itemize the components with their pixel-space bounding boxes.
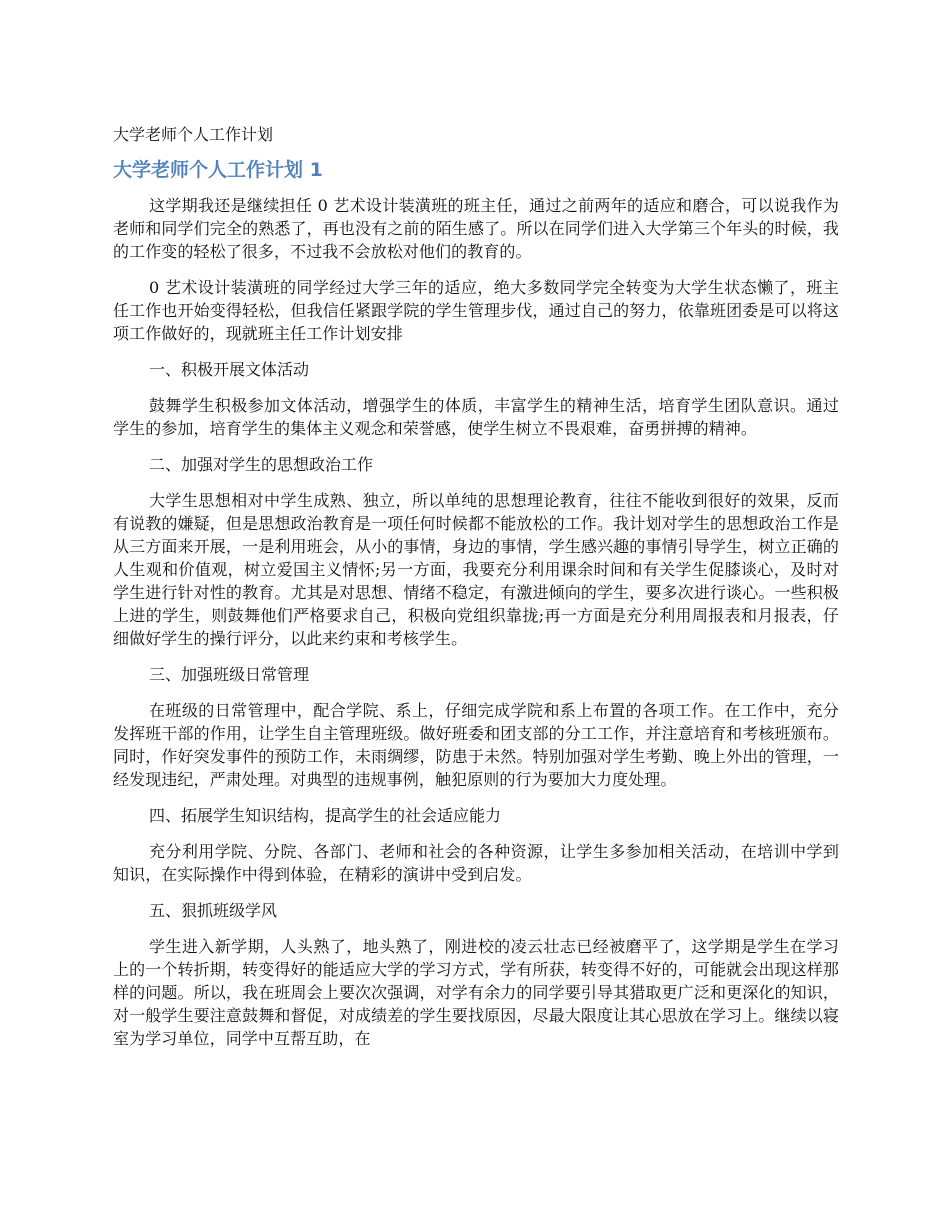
section-title-3: 三、加强班级日常管理 bbox=[149, 665, 310, 684]
paragraph-7: 学生进入新学期，人头熟了，地头熟了，刚进校的凌云壮志已经被磨平了，这学期是学生在学习上的一个转折期，转变得好的能适应大学的学习方式，学有所获，转变得不好的，可能就会出现这样那样的问题。所以，我在班周会上要次次强调，对学有余力的同学要引导其猎取更广泛和更深化的知识，对一般学生要注意鼓舞和督促，对成绩差的学生要找原因，尽最大限度让其心思放在学习上。继续以寝室为学习单位，同学中互帮互助，在 bbox=[113, 937, 839, 1048]
paragraph-2: 0 艺术设计装潢班的同学经过大学三年的适应，绝大多数同学完全转变为大学生状态懒了，班主任工作也开始变得轻松，但我信任紧跟学院的学生管理步伐，通过自己的努力，依靠班团委是可以将这项工作做好的，现就班主任工作计划安排 bbox=[113, 278, 839, 343]
paragraph-4: 大学生思想相对中学生成熟、独立，所以单纯的思想理论教育，往往不能收到很好的效果，反而有说教的嫌疑，但是思想政治教育是一项任何时候都不能放松的工作。我计划对学生的思想政治工作是从三方面来开展，一是利用班会，从小的事情，身边的事情，学生感兴趣的事情引导学生，树立正确的人生观和价值观，树立爱国主义情怀;另一方面，我要充分利用课余时间和有关学生促膝谈心，及时对学生进行针对性的教育。尤其是对思想、情绪不稳定，有激进倾向的学生，要多次进行谈心。一些积极上进的学生，则鼓舞他们严格要求自己，积极向党组织靠拢;再一方面是充分利用周报表和月报表，仔细做好学生的操行评分，以此来约束和考核学生。 bbox=[113, 491, 839, 648]
section-title-5: 五、狠抓班级学风 bbox=[149, 901, 278, 920]
paragraph-1: 这学期我还是继续担任 0 艺术设计装潢班的班主任，通过之前两年的适应和磨合，可以说我作为老师和同学们完全的熟悉了，再也没有之前的陌生感了。所以在同学们进入大学第三个年头的时候，我的工作变的轻松了很多，不过我不会放松对他们的教育的。 bbox=[113, 196, 839, 261]
document-title: 大学老师个人工作计划 bbox=[113, 125, 274, 144]
section-title-1: 一、积极开展文体活动 bbox=[149, 360, 310, 379]
section-heading: 大学老师个人工作计划 1 bbox=[113, 159, 323, 181]
section-title-4: 四、拓展学生知识结构，提高学生的社会适应能力 bbox=[149, 806, 502, 825]
paragraph-5: 在班级的日常管理中，配合学院、系上，仔细完成学院和系上布置的各项工作。在工作中，充分发挥班干部的作用，让学生自主管理班级。做好班委和团支部的分工工作，并注意培育和考核班颁布。同时，作好突发事件的预防工作，未雨绸缪，防患于未然。特别加强对学生考勤、晚上外出的管理，一经发现违纪，严肃处理。对典型的违规事例，触犯原则的行为要加大力度处理。 bbox=[113, 701, 839, 789]
paragraph-6: 充分利用学院、分院、各部门、老师和社会的各种资源，让学生多参加相关活动，在培训中学到知识，在实际操作中得到体验，在精彩的演讲中受到启发。 bbox=[113, 842, 839, 884]
document-page bbox=[113, 122, 839, 1063]
paragraph-3: 鼓舞学生积极参加文体活动，增强学生的体质，丰富学生的精神生活，培育学生团队意识。通过学生的参加，培育学生的集体主义观念和荣誉感，使学生树立不畏艰难，奋勇拼搏的精神。 bbox=[113, 396, 839, 438]
section-title-2: 二、加强对学生的思想政治工作 bbox=[149, 455, 374, 474]
